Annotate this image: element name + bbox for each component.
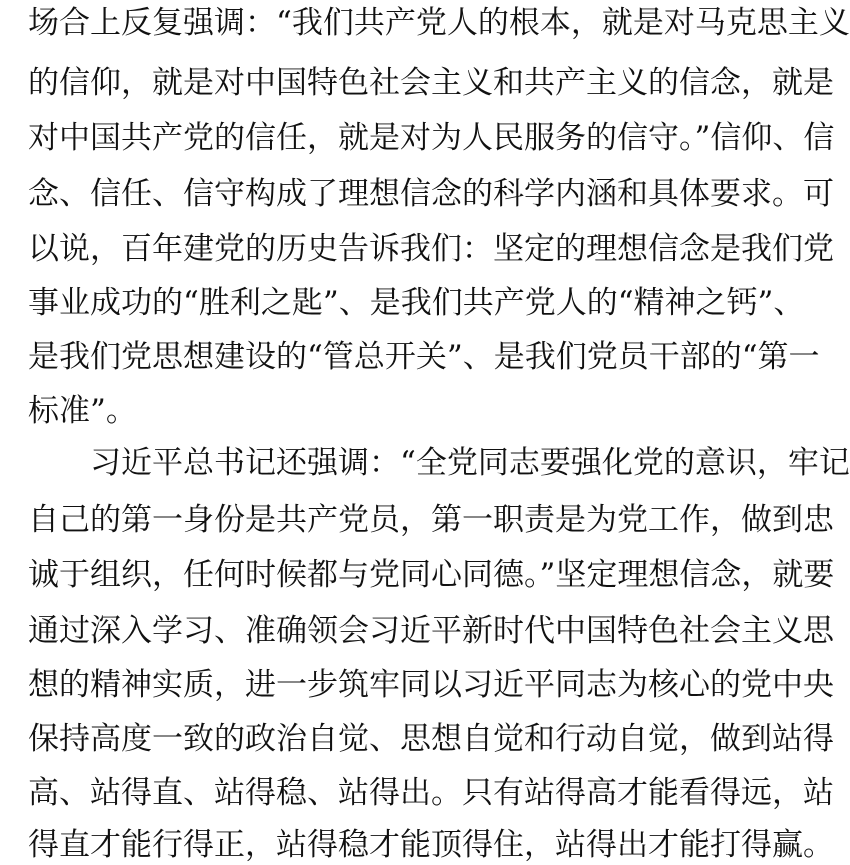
text-line: 得直才能行得正，站得稳才能顶得住，站得出才能打得赢。 (28, 827, 834, 863)
text-line: 通过深入学习、准确领会习近平新时代中国特色社会主义思 (28, 613, 834, 649)
text-line: 的信仰，就是对中国特色社会主义和共产主义的信念，就是 (28, 65, 834, 101)
text-line: 念、信任、信守构成了理想信念的科学内涵和具体要求。可 (28, 176, 834, 212)
text-line: 想的精神实质，进一步筑牢同以习近平同志为核心的党中央 (28, 667, 834, 703)
text-line: 场合上反复强调：“我们共产党人的根本，就是对马克思主义 (28, 5, 850, 41)
text-line: 以说，百年建党的历史告诉我们：坚定的理想信念是我们党 (28, 231, 834, 267)
text-line: 对中国共产党的信任，就是对为人民服务的信守。”信仰、信 (28, 120, 835, 156)
text-line: 标准”。 (28, 393, 137, 429)
text-line: 诚于组织，任何时候都与党同心同德。”坚定理想信念，就要 (28, 557, 835, 593)
text-line: 高、站得直、站得稳、站得出。只有站得高才能看得远，站 (28, 775, 834, 811)
text-line: 是我们党思想建设的“管总开关”、是我们党员干部的“第一 (28, 339, 820, 375)
text-line: 自己的第一身份是共产党员，第一职责是为党工作，做到忠 (28, 502, 834, 538)
text-line: 事业成功的“胜利之匙”、是我们共产党人的“精神之钙”、 (28, 285, 805, 321)
text-line: 习近平总书记还强调：“全党同志要强化党的意识，牢记 (90, 445, 850, 481)
text-line: 保持高度一致的政治自觉、思想自觉和行动自觉，做到站得 (28, 721, 834, 757)
